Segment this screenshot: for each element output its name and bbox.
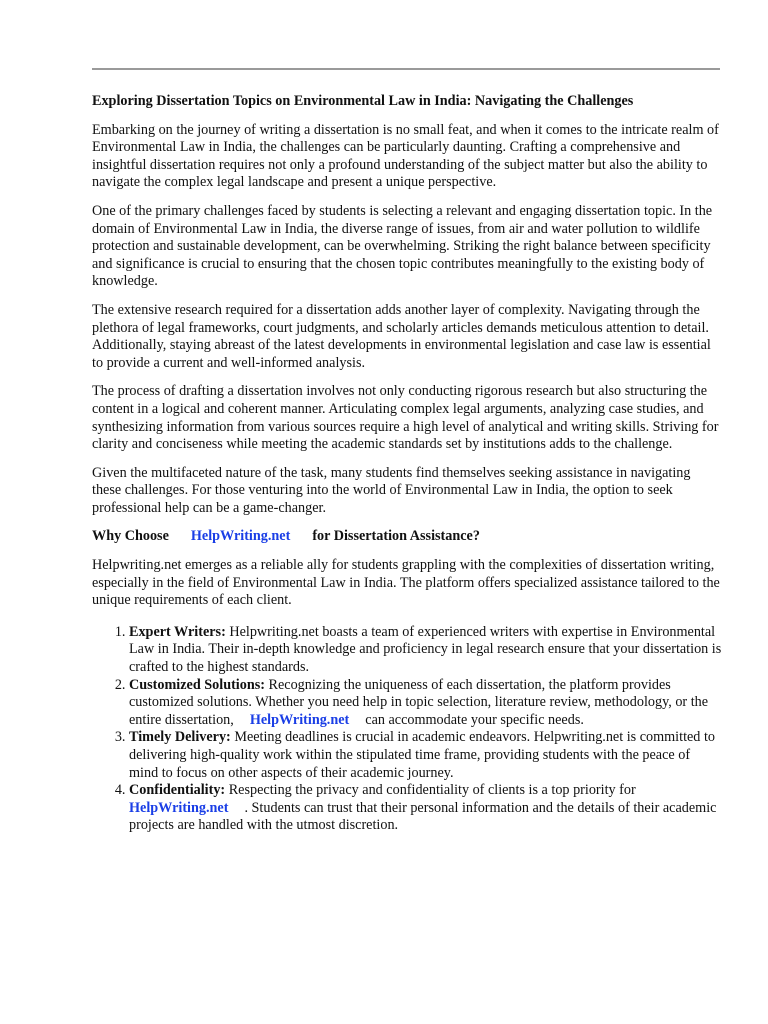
list-item-label: Timely Delivery:: [129, 729, 231, 746]
list-item-text: Respecting the privacy and confidentiality of clients is a top priority for: [228, 782, 636, 799]
benefits-list: [92, 624, 722, 835]
paragraph-1: Embarking on the journey of writing a dissertation is no small feat, and when it comes to the intricate realm of Environmental Law in India, the challenges can be particularly daunting. Crafting a comprehensive and insightful dissertation requires not only a profound understanding of the subject matter but also the ability to navigate the complex legal landscape and present a unique perspective.: [92, 121, 719, 191]
list-item-text: Helpwriting.net boasts a team of experienced writers with expertise in Environmental Law in India. Their in-depth knowledge and proficiency in legal research ensure that your dissertation is crafted to the highest standards.: [129, 623, 722, 676]
list-item: [129, 782, 722, 835]
list-item: [129, 729, 722, 782]
list-item-label: Expert Writers:: [129, 623, 226, 640]
helpwriting-link-inline[interactable]: HelpWriting.net: [129, 799, 229, 816]
section-heading-before: Why Choose: [92, 528, 169, 545]
paragraph-3: The extensive research required for a dissertation adds another layer of complexity. Navigating through the plethora of legal frameworks, court judgments, and scholarly articles demands meticulous attention to detail. Additionally, staying abreast of the latest developments in environmental legislation and case law is essential to provide a current and well-informed analysis.: [92, 301, 711, 371]
top-divider: [92, 68, 720, 70]
document-body: [92, 86, 722, 835]
section-heading: [92, 528, 722, 546]
list-item-text-after: can accommodate your specific needs.: [365, 711, 584, 728]
helpwriting-link-inline[interactable]: HelpWriting.net: [249, 711, 350, 728]
paragraph-5: Given the multifaceted nature of the task, many students find themselves seeking assistance in navigating these challenges. For those venturing into the world of Environmental Law in India, the option to seek professional help can be a game-changer.: [92, 464, 691, 516]
list-item: [129, 677, 722, 730]
document-title: Exploring Dissertation Topics on Environmental Law in India: Navigating the Challenges: [92, 93, 634, 109]
list-item: [129, 624, 722, 677]
list-item-label: Confidentiality:: [129, 782, 226, 799]
list-item-text: Meeting deadlines is crucial in academic endeavors. Helpwriting.net is committed to delivering high-quality work within the stipulated time frame, providing students with the peace of mind to focus on other aspects of their academic journey.: [129, 729, 715, 781]
list-item-label: Customized Solutions:: [129, 676, 265, 693]
list-item-text: Recognizing the uniqueness of each dissertation, the platform provides customized solutions. Whether you need help in topic selection, literature review, methodology, or the entire dissertation,: [129, 676, 709, 728]
section-intro: Helpwriting.net emerges as a reliable ally for students grappling with the complexities of dissertation writing, especially in the field of Environmental Law in India. The platform offers specialized assistance tailored to the unique requirements of each client.: [92, 557, 720, 609]
paragraph-4: The process of drafting a dissertation involves not only conducting rigorous research but also structuring the content in a logical and coherent manner. Articulating complex legal arguments, analyzing case studies, and synthesizing information from various sources require a high level of analytical and writing skills. Striving for clarity and conciseness while meeting the academic standards set by institutions adds to the challenge.: [92, 383, 719, 453]
list-item-text-after: . Students can trust that their personal information and the details of their academic projects are handled with the utmost discretion.: [129, 799, 717, 834]
paragraph-2: One of the primary challenges faced by students is selecting a relevant and engaging dissertation topic. In the domain of Environmental Law in India, the diverse range of issues, from air and water pollution to wildlife protection and sustainable development, can be overwhelming. Striking the right balance between specificity and significance is crucial to ensuring that the chosen topic contributes meaningfully to the existing body of knowledge.: [92, 202, 713, 290]
section-heading-after: for Dissertation Assistance?: [312, 528, 480, 545]
helpwriting-link-heading[interactable]: HelpWriting.net: [190, 528, 291, 545]
